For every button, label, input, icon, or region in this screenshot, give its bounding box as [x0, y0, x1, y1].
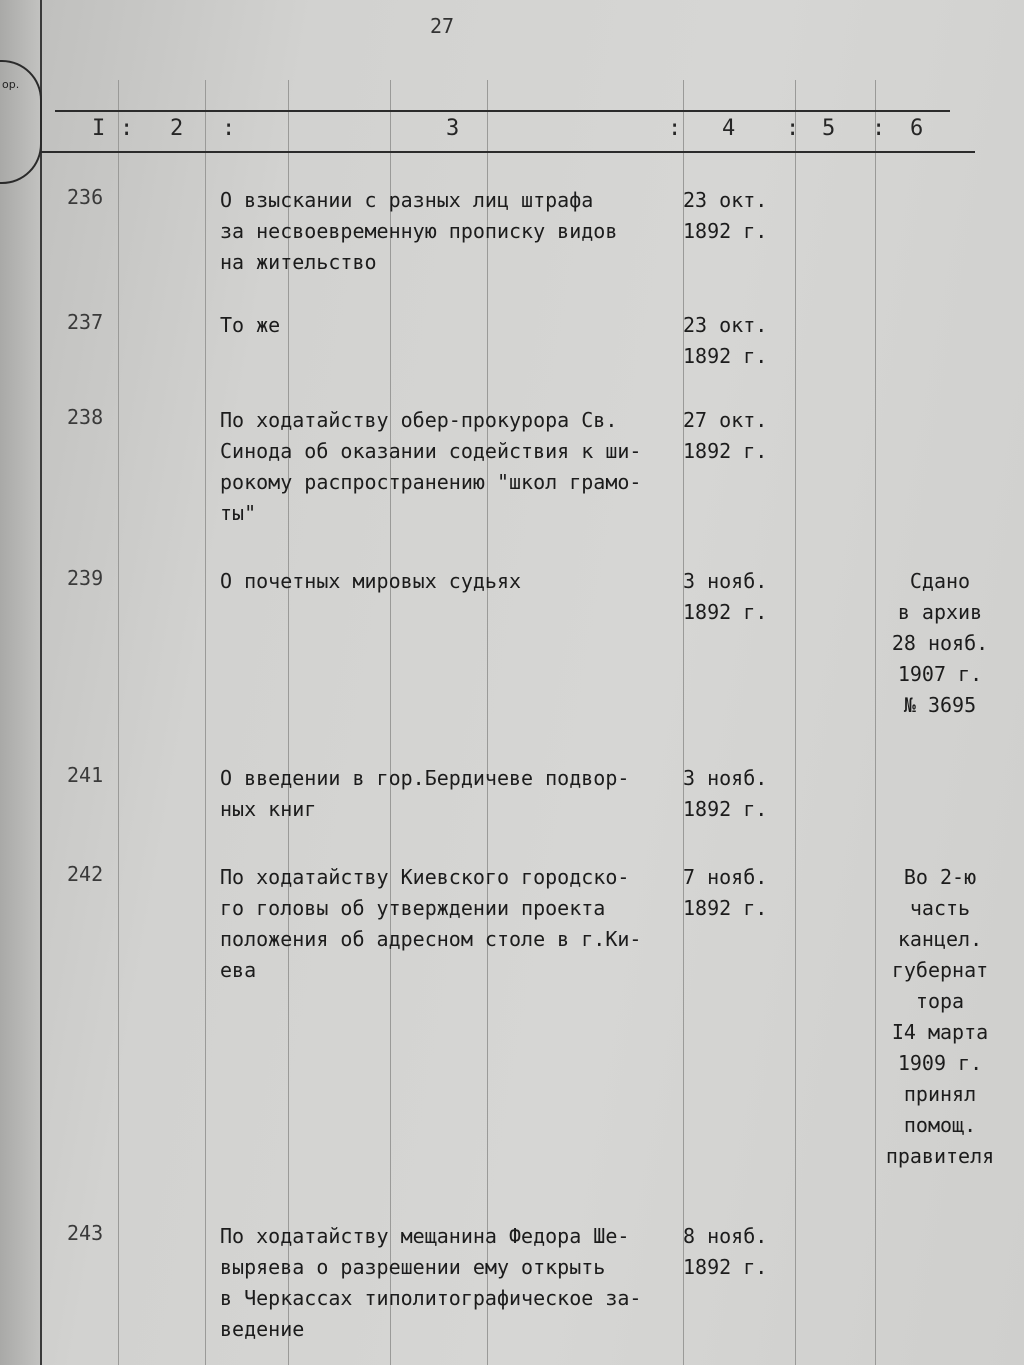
entry-date: 3 нояб. 1892 г.: [683, 569, 768, 624]
entry-title: О взыскании с разных лиц штрафа за несвоевременную прописку видов на жительство: [220, 188, 618, 274]
header-col-6: 6: [910, 116, 924, 141]
header-col-2: 2: [170, 116, 184, 141]
entry-number: 239: [67, 566, 104, 590]
column-divider: [875, 80, 876, 1365]
header-sep: :: [872, 116, 886, 141]
column-divider: [205, 80, 206, 1365]
page-number: 27: [430, 14, 455, 38]
entry-date: 7 нояб. 1892 г.: [683, 865, 768, 920]
entry-number: 243: [67, 1221, 104, 1245]
entry-title: По ходатайству мещанина Федора Ше- выряева о разрешении ему открыть в Черкассах типолитографическое за- ведение: [220, 1224, 642, 1341]
entry-number: 242: [67, 862, 104, 886]
header-col-5: 5: [822, 116, 836, 141]
entry-number: 238: [67, 405, 104, 429]
entry-title: О введении в гор.Бердичеве подвор- ных книг: [220, 766, 630, 821]
entry-note: Во 2-ю часть канцел. губернат тора I4 марта 1909 г. принял помощ. правителя: [885, 865, 995, 1168]
entry-date: 3 нояб. 1892 г.: [683, 766, 768, 821]
entry-title: О почетных мировых судьях: [220, 569, 522, 593]
header-sep: :: [120, 116, 134, 141]
entry-date: 27 окт. 1892 г.: [683, 408, 768, 463]
entry-number: 236: [67, 185, 104, 209]
entry-date: 23 окт. 1892 г.: [683, 188, 768, 243]
entry-title: По ходатайству обер-прокурора Св. Синода об оказании содействия к ши- рокому распространению "школ грамо- ты": [220, 408, 642, 525]
margin-label: ор.: [2, 78, 20, 91]
header-col-4: 4: [722, 116, 736, 141]
column-divider: [795, 80, 796, 1365]
adjacent-page-edge: [0, 0, 42, 1365]
header-sep: :: [668, 116, 682, 141]
header-sep: :: [222, 116, 236, 141]
entry-date: 23 окт. 1892 г.: [683, 313, 768, 368]
entry-date: 8 нояб. 1892 г.: [683, 1224, 768, 1279]
entry-number: 237: [67, 310, 104, 334]
entry-note: Сдано в архив 28 нояб. 1907 г. № 3695: [891, 569, 989, 717]
header-top-rule: [55, 110, 950, 112]
header-col-3: 3: [446, 116, 460, 141]
entry-title: То же: [220, 313, 281, 337]
column-divider: [118, 80, 119, 1365]
entry-number: 241: [67, 763, 104, 787]
header-bottom-rule: [40, 151, 975, 153]
header-sep: :: [786, 116, 800, 141]
header-col-1: I: [92, 116, 106, 141]
entry-title: По ходатайству Киевского городско- го головы об утверждении проекта положения об адресном столе в г.Ки- ева: [220, 865, 642, 982]
